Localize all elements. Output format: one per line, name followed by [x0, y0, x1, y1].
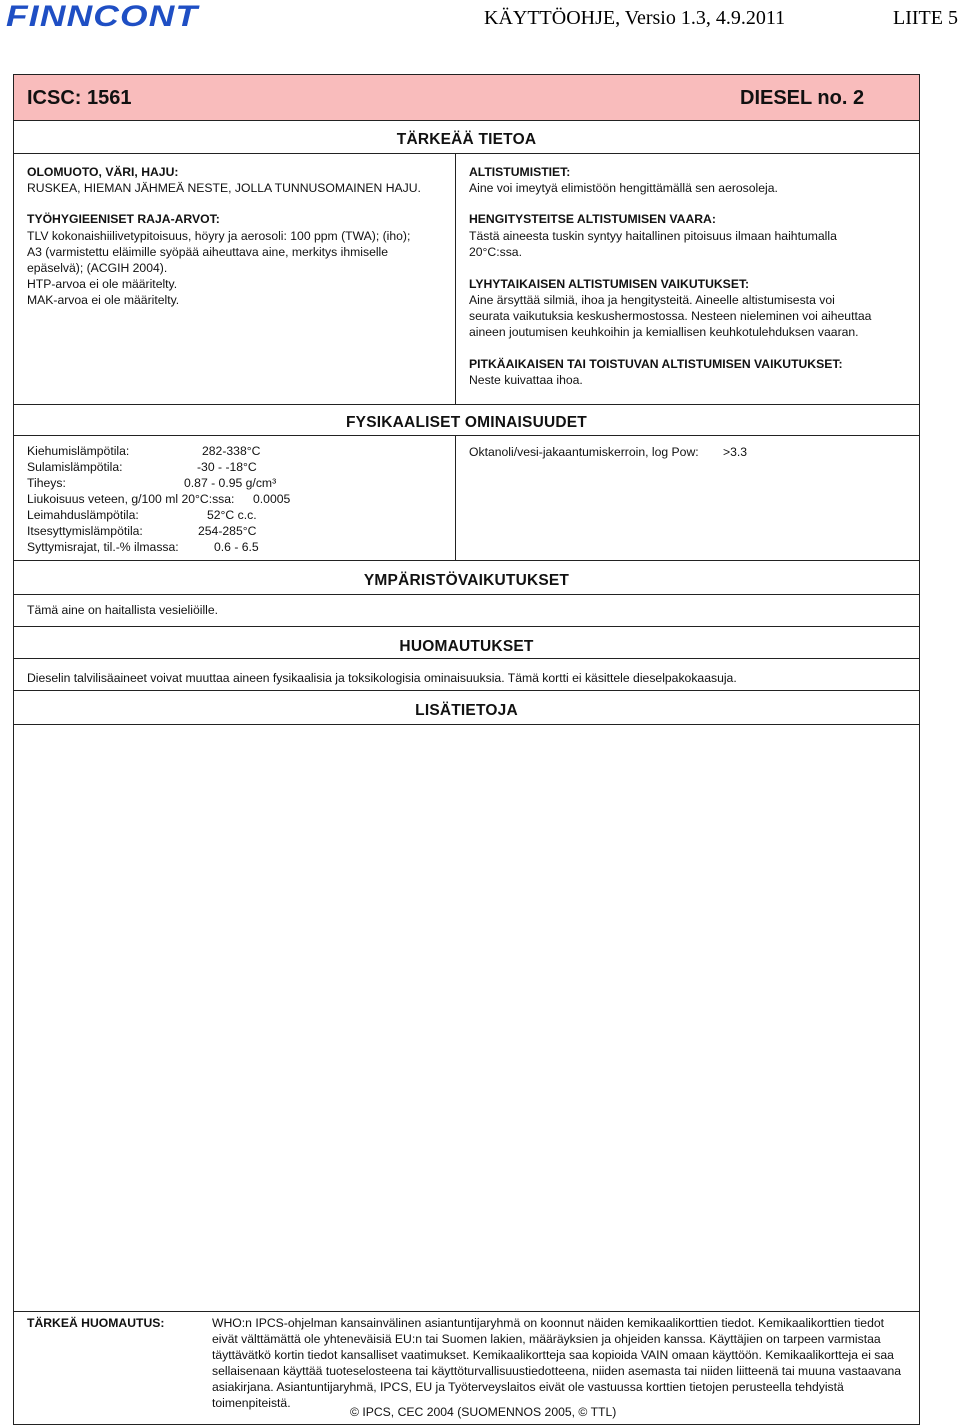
inhalation-risk-heading: HENGITYSTEITSE ALTISTUMISEN VAARA: [469, 212, 716, 226]
environmental-effects-text: Tämä aine on haitallista vesieliöille. [27, 603, 219, 617]
card-title-bar [14, 75, 919, 120]
environmental-effects-title: YMPÄRISTÖVAIKUTUKSET [363, 572, 570, 589]
additional-info-title: LISÄTIETOJA [415, 702, 518, 719]
icsc-number: ICSC: 1561 [27, 87, 132, 109]
partition-coefficient-label: Oktanoli/vesi-jakaantumiskerroin, log Pow: [469, 445, 699, 459]
long-term-effects-heading: PITKÄAIKAISEN TAI TOISTUVAN ALTISTUMISEN VAIKUTUKSET: [469, 357, 843, 371]
property-label: Sulamislämpötila: [27, 460, 123, 474]
copyright-notice: © IPCS, CEC 2004 (SUOMENNOS 2005, © TTL) [350, 1405, 617, 1419]
property-label: Liukoisuus veteen, g/100 ml 20°C:ssa: [27, 492, 235, 506]
property-value: 0.0005 [253, 492, 291, 506]
property-label: Syttymisrajat, til.-% ilmassa: [27, 540, 179, 554]
important-info-title: TÄRKEÄÄ TIETOA [396, 131, 537, 148]
short-term-effects-heading: LYHYTAIKAISEN ALTISTUMISEN VAIKUTUKSET: [469, 277, 750, 291]
exposure-routes-heading: ALTISTUMISTIET: [469, 165, 571, 179]
notes-title: HUOMAUTUKSET [399, 638, 534, 655]
exposure-limits-line: epäselvä); (ACGIH 2004). [27, 261, 168, 275]
property-value: 254-285°C [198, 524, 257, 538]
inhalation-risk-line: Tästä aineesta tuskin syntyy haitallinen pitoisuus ilmaan haihtumalla [469, 229, 837, 243]
important-notice-text: WHO:n IPCS-ohjelman kansainvälinen asiantuntijaryhmä on koonnut näiden kemikaalikorttien tiedot. Kemikaalikorttien tiedot eivät välttämättä ole yhteneväisiä EU:n tai Suomen lakien, määräyksien ja ohjeiden kanssa. Käyttäjien on tarpeen varmistaa täyttävätkö kortin tiedot kansalliset vaatimukset. Kemikaalikortteja saa kopioida VAIN omaan käyttöön. Kemikaalikortteja ei saa sellaisenaan käyttää tuoteselosteena tai käyttöturvallisuustiedotteena, niiden asemasta tai niiden liitteenä tai muuna vastaavana asiakirjana. Asiantuntijaryhmä, IPCS, EU ja Työterveyslaitos eivät ole vastuussa korttien tietojen perusteella tehdyistä toimenpiteistä. [212, 1316, 902, 1410]
exposure-limits-line: A3 (varmistettu eläimille syöpää aiheuttava aine, merkitys ihmiselle [27, 245, 389, 259]
chemical-name: DIESEL no. 2 [740, 87, 865, 109]
property-value: 52°C c.c. [207, 508, 257, 522]
partition-coefficient-value: >3.3 [723, 445, 748, 459]
property-label: Kiehumislämpötila: [27, 444, 130, 458]
physical-properties-title: FYSIKAALISET OMINAISUUDET [346, 414, 587, 431]
long-term-effects-text: Neste kuivattaa ihoa. [469, 373, 583, 387]
additional-info-area [14, 725, 919, 1310]
important-notice-label: TÄRKEÄ HUOMAUTUS: [27, 1316, 165, 1330]
property-label: Itsesyttymislämpötila: [27, 524, 143, 538]
chemical-safety-card [13, 74, 920, 1425]
finncont-logo: FINNCONT [6, 0, 199, 33]
notes-text: Dieselin talvilisäaineet voivat muuttaa aineen fysikaalisia ja toksikologisia ominaisuuksia. Tämä kortti ei käsittele dieselpakokaasuja. [27, 671, 737, 685]
exposure-limits-line: TLV kokonaishiilivetypitoisuus, höyry ja aerosoli: 100 ppm (TWA); (iho); [27, 229, 411, 243]
short-term-effects-line: aineen joutumisen keuhkoihin ja kemiallisen keuhkotulehduksen vaaran. [469, 325, 859, 339]
property-value: 282-338°C [202, 444, 261, 458]
appendix-label: LIITE 5 [893, 7, 958, 29]
exposure-limits-line: MAK-arvoa ei ole määritelty. [27, 293, 180, 307]
property-value: 0.87 - 0.95 g/cm³ [184, 476, 277, 490]
exposure-routes-text: Aine voi imeytyä elimistöön hengittämällä sen aerosoleja. [469, 181, 778, 195]
inhalation-risk-line: 20°C:ssa. [469, 245, 522, 259]
appearance-heading: OLOMUOTO, VÄRI, HAJU: [27, 165, 179, 179]
document-title: KÄYTTÖOHJE, Versio 1.3, 4.9.2011 [484, 7, 786, 29]
short-term-effects-line: Aine ärsyttää silmiä, ihoa ja hengitysteitä. Aineelle altistumisesta voi [469, 293, 835, 307]
short-term-effects-line: seurata vaikutuksia keskushermostossa. Nesteen nieleminen voi aiheuttaa [469, 309, 872, 323]
property-label: Tiheys: [27, 476, 66, 490]
appearance-text: RUSKEA, HIEMAN JÄHMEÄ NESTE, JOLLA TUNNUSOMAINEN HAJU. [27, 181, 421, 195]
property-value: -30 - -18°C [197, 460, 257, 474]
exposure-limits-heading: TYÖHYGIEENISET RAJA-ARVOT: [27, 212, 220, 226]
property-value: 0.6 - 6.5 [214, 540, 259, 554]
property-label: Leimahduslämpötila: [27, 508, 139, 522]
exposure-limits-line: HTP-arvoa ei ole määritelty. [27, 277, 178, 291]
